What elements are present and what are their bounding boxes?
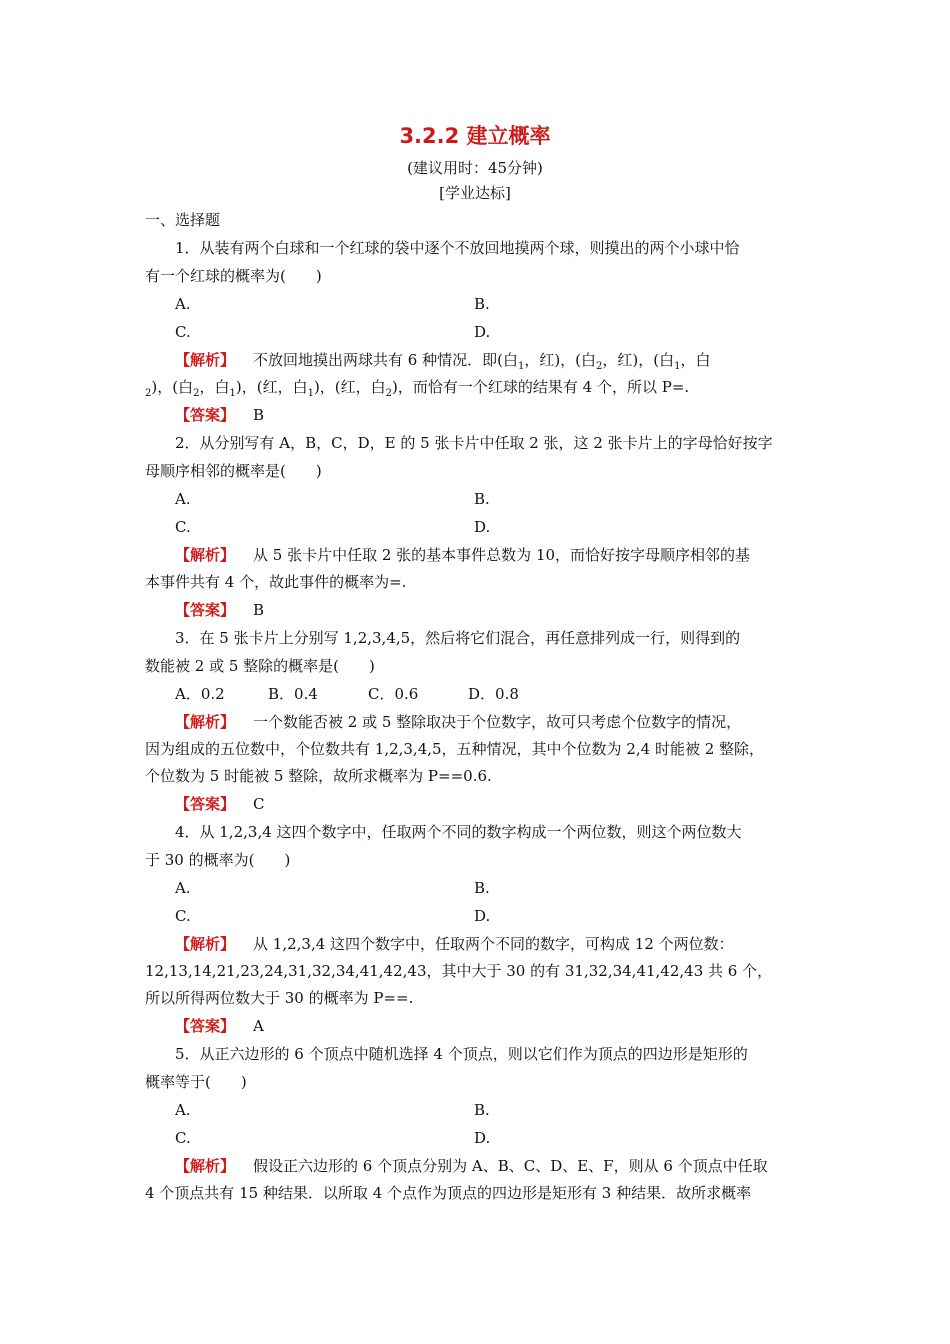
q5-option-b: B. xyxy=(474,1101,490,1119)
answer-tag: 【答案】 xyxy=(175,601,236,619)
q3-option-b: B．0.4 xyxy=(268,685,318,703)
q1-option-c: C. xyxy=(175,323,191,341)
q5-stem-line2: 概率等于( ) xyxy=(145,1073,247,1091)
q4-stem-line2: 于 30 的概率为( ) xyxy=(145,851,291,869)
q4-option-c: C. xyxy=(175,907,191,925)
answer-tag: 【答案】 xyxy=(175,406,236,424)
section-label: [学业达标] xyxy=(439,184,511,202)
q1-answer: 【答案】 B xyxy=(175,406,265,424)
q2-stem-line2: 母顺序相邻的概率是( ) xyxy=(145,462,322,480)
q4-analysis-line3: 所以所得两位数大于 30 的概率为 P==. xyxy=(145,989,414,1007)
q3-options xyxy=(175,684,840,704)
q2-option-a: A. xyxy=(175,490,191,508)
q2-option-b: B. xyxy=(474,490,490,508)
q1-option-b: B. xyxy=(474,295,490,313)
answer-tag: 【答案】 xyxy=(175,1017,236,1035)
q5-stem-line1: 5．从正六边形的 6 个顶点中随机选择 4 个顶点，则以它们作为顶点的四边形是矩形的 xyxy=(175,1045,748,1063)
q3-option-a: A．0.2 xyxy=(175,685,225,703)
q1-stem-line1: 1．从装有两个白球和一个红球的袋中逐个不放回地摸两个球，则摸出的两个小球中恰 xyxy=(175,239,740,257)
q2-stem-line1: 2．从分别写有 A，B，C，D，E 的 5 张卡片中任取 2 张，这 2 张卡片上的字母恰好按字 xyxy=(175,434,773,452)
analysis-tag: 【解析】 xyxy=(175,935,236,953)
q3-option-c: C．0.6 xyxy=(368,685,419,703)
q4-analysis-line2: 12,13,14,21,23,24,31,32,34,41,42,43，其中大于 30 的有 31,32,34,41,42,43 共 6 个， xyxy=(145,962,773,980)
q3-analysis-line3: 个位数为 5 时能被 5 整除，故所求概率为 P==0.6. xyxy=(145,767,492,785)
analysis-tag: 【解析】 xyxy=(175,713,236,731)
q3-stem-line2: 数能被 2 或 5 整除的概率是( ) xyxy=(145,657,375,675)
q4-option-b: B. xyxy=(474,879,490,897)
q3-answer: 【答案】 C xyxy=(175,795,265,813)
q3-option-d: D．0.8 xyxy=(468,685,519,703)
time-note: (建议用时：45分钟) xyxy=(407,159,543,177)
q1-analysis-line1: 【解析】 不放回地摸出两球共有 6 种情况．即(白$_1$，红)，(白$_2$，红)，(白$_1$，白 xyxy=(175,351,711,372)
q2-analysis-line1: 【解析】 从 5 张卡片中任取 2 张的基本事件总数为 10，而恰好按字母顺序相邻的基 xyxy=(175,546,751,564)
analysis-tag: 【解析】 xyxy=(175,351,236,369)
q2-analysis-line2: 本事件共有 4 个，故此事件的概率为=. xyxy=(145,573,407,591)
analysis-tag: 【解析】 xyxy=(175,1157,236,1175)
analysis-tag: 【解析】 xyxy=(175,546,236,564)
q2-answer: 【答案】 B xyxy=(175,601,265,619)
q2-option-c: C. xyxy=(175,518,191,536)
q1-analysis-line2: $_2$)，(白$_2$，白$_1$)，(红，白$_1$)，(红，白$_2$)，而恰有一个红球的结果有 4 个，所以 P=. xyxy=(145,378,690,399)
q4-answer: 【答案】 A xyxy=(175,1017,264,1035)
q2-option-d: D. xyxy=(474,518,491,536)
q5-option-d: D. xyxy=(474,1129,491,1147)
q1-option-a: A. xyxy=(175,295,191,313)
q4-stem-line1: 4．从 1,2,3,4 这四个数字中，任取两个不同的数字构成一个两位数，则这个两位数大 xyxy=(175,823,742,841)
q1-stem-line2: 有一个红球的概率为( ) xyxy=(145,267,322,285)
q3-analysis-line2: 因为组成的五位数中，个位数共有 1,2,3,4,5，五种情况，其中个位数为 2,4 时能被 2 整除， xyxy=(145,740,765,758)
q5-option-c: C. xyxy=(175,1129,191,1147)
q4-option-d: D. xyxy=(474,907,491,925)
part-heading: 一、选择题 xyxy=(145,211,221,229)
q4-analysis-line1: 【解析】 从 1,2,3,4 这四个数字中，任取两个不同的数字，可构成 12 个两位数： xyxy=(175,935,734,953)
q3-analysis-line1: 【解析】 一个数能否被 2 或 5 整除取决于个位数字，故可只考虑个位数字的情况， xyxy=(175,713,742,731)
q5-option-a: A. xyxy=(175,1101,191,1119)
q1-option-d: D. xyxy=(474,323,491,341)
q5-analysis-line2: 4 个顶点共有 15 种结果．以所取 4 个点作为顶点的四边形是矩形有 3 种结果．故所求概率 xyxy=(145,1184,752,1202)
q3-stem-line1: 3．在 5 张卡片上分别写 1,2,3,4,5，然后将它们混合，再任意排列成一行，则得到的 xyxy=(175,629,741,647)
page-title: 3.2.2 建立概率 xyxy=(399,124,551,148)
q4-option-a: A. xyxy=(175,879,191,897)
answer-tag: 【答案】 xyxy=(175,795,236,813)
q5-analysis-line1: 【解析】 假设正六边形的 6 个顶点分别为 A、B、C、D、E、F，则从 6 个顶点中任取 xyxy=(175,1157,768,1175)
